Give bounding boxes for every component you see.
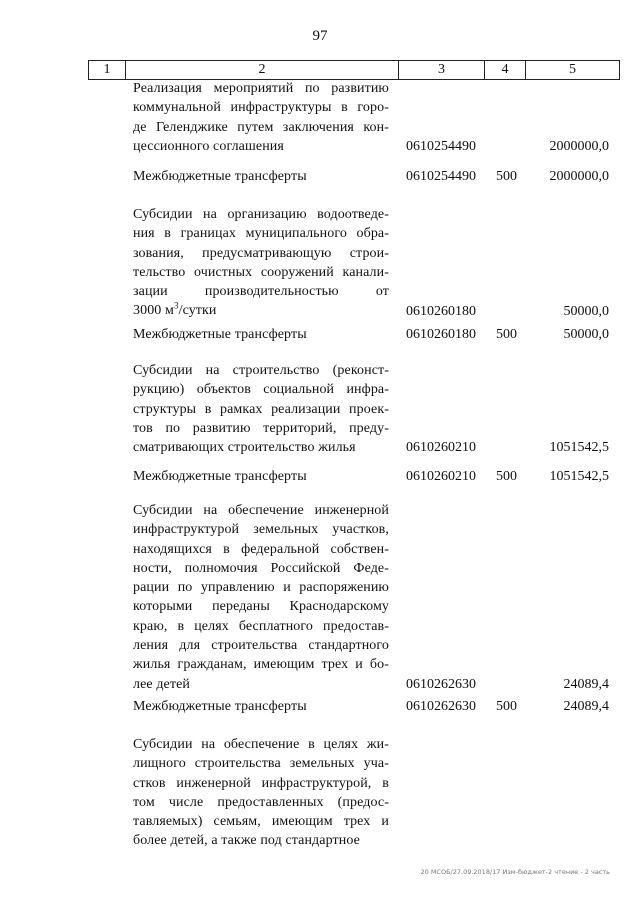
row-description-line: инфраструктурой земельных участков,: [133, 522, 389, 538]
document-footer: 20 МСОБ/27.09.2018/17 Изм-бюджет-2 чтение - 2 часть: [420, 868, 610, 876]
row-description-line: тавляемых) семьям, имеющим трех и: [133, 814, 389, 830]
row-description-line: тельство очистных сооружений канали-: [133, 264, 389, 280]
row-expense-type: 500: [496, 327, 517, 342]
row-description: [133, 697, 389, 716]
row-description: [133, 167, 389, 186]
row-description-line: Субсидии на обеспечение инженерной: [133, 503, 389, 518]
row-expense-type: 500: [496, 169, 517, 184]
row-description-line: ности, полномочия Российской Феде-: [133, 560, 389, 576]
row-description-line: стков инженерной инфраструктурой, в: [133, 775, 389, 791]
row-description-line: де Геленджике путем заключения кон-: [133, 119, 389, 135]
row-code: 0610260210: [406, 440, 476, 456]
row-description-line: находящихся в федеральной собствен-: [133, 541, 389, 557]
row-description-line: ления для строительства стандартного: [133, 638, 389, 654]
column-header-2: 2: [126, 61, 399, 80]
row-description-line: зования, предусматривающую строи-: [133, 245, 389, 261]
row-description-line: жилья гражданам, имеющим трех и бо-: [133, 657, 389, 673]
row-amount: 24089,4: [563, 699, 609, 714]
row-expense-type: 500: [496, 699, 517, 714]
row-description-line: лищного строительства земельных уча-: [133, 756, 389, 772]
row-description: [133, 325, 389, 344]
row-description-line: том числе предоставленных (предос-: [133, 794, 389, 810]
column-header-4: 4: [485, 61, 526, 80]
row-description-line: рации по управлению и распоряжению: [133, 580, 389, 596]
row-description-line: 3000 $м^3$/сутки: [133, 300, 217, 319]
row-description-line: Межбюджетные трансферты: [133, 327, 307, 342]
row-description-line: коммунальной инфраструктуры в горо-: [133, 100, 389, 116]
row-description: [133, 361, 389, 457]
row-amount: 50000,0: [563, 303, 609, 319]
row-description-line: зации производительностью от: [133, 284, 389, 300]
row-amount: 1051542,5: [549, 440, 609, 456]
row-code: 0610262630: [406, 699, 476, 714]
column-header-row: [88, 60, 620, 80]
row-code: 0610260180: [406, 327, 476, 342]
row-code: 0610254490: [406, 169, 476, 184]
row-code: 0610260210: [406, 469, 476, 484]
row-description-line: цессионного соглашения: [133, 138, 284, 154]
row-amount: 24089,4: [563, 676, 609, 692]
row-description-line: Межбюджетные трансферты: [133, 169, 307, 184]
row-amount: 2000000,0: [549, 138, 609, 154]
row-code: 0610260180: [406, 303, 476, 319]
row-description-line: Реализация мероприятий по развитию: [133, 81, 389, 96]
row-description-line: сматривающих строительство жилья: [133, 440, 356, 456]
row-description-line: ния в границах муниципального обра-: [133, 226, 389, 242]
row-description-line: лее детей: [133, 676, 190, 692]
row-description-line: Межбюджетные трансферты: [133, 469, 307, 484]
row-description-line: Субсидии на обеспечение в целях жи-: [133, 737, 389, 752]
column-header-3: 3: [399, 61, 485, 80]
row-description-line: структуры в рамках реализации проек-: [133, 401, 389, 417]
row-description-line: тов по развитию территорий, преду-: [133, 420, 389, 436]
row-description: [133, 735, 389, 851]
row-amount: 2000000,0: [549, 169, 609, 184]
row-description-line: Субсидии на строительство (реконст-: [133, 363, 389, 378]
row-amount: 50000,0: [563, 327, 609, 342]
row-code: 0610262630: [406, 676, 476, 692]
row-description-line: более детей, а также под стандартное: [133, 833, 360, 849]
column-header-5: 5: [526, 61, 620, 80]
row-description: [133, 467, 389, 486]
row-description: [133, 501, 389, 694]
row-code: 0610254490: [406, 138, 476, 154]
page-number: 97: [312, 28, 328, 44]
row-amount: 1051542,5: [549, 469, 609, 484]
row-description-line: Межбюджетные трансферты: [133, 699, 307, 714]
row-description-line: краю, в целях бесплатного предостав-: [133, 618, 389, 634]
column-header-1: 1: [89, 61, 126, 80]
row-description: [133, 79, 389, 156]
row-description-line: рукцию) объектов социальной инфра-: [133, 382, 389, 398]
row-description-line: которыми переданы Краснодарскому: [133, 599, 389, 615]
row-description: [133, 205, 389, 321]
row-expense-type: 500: [496, 469, 517, 484]
row-description-line: Субсидии на организацию водоотведе-: [133, 207, 389, 222]
